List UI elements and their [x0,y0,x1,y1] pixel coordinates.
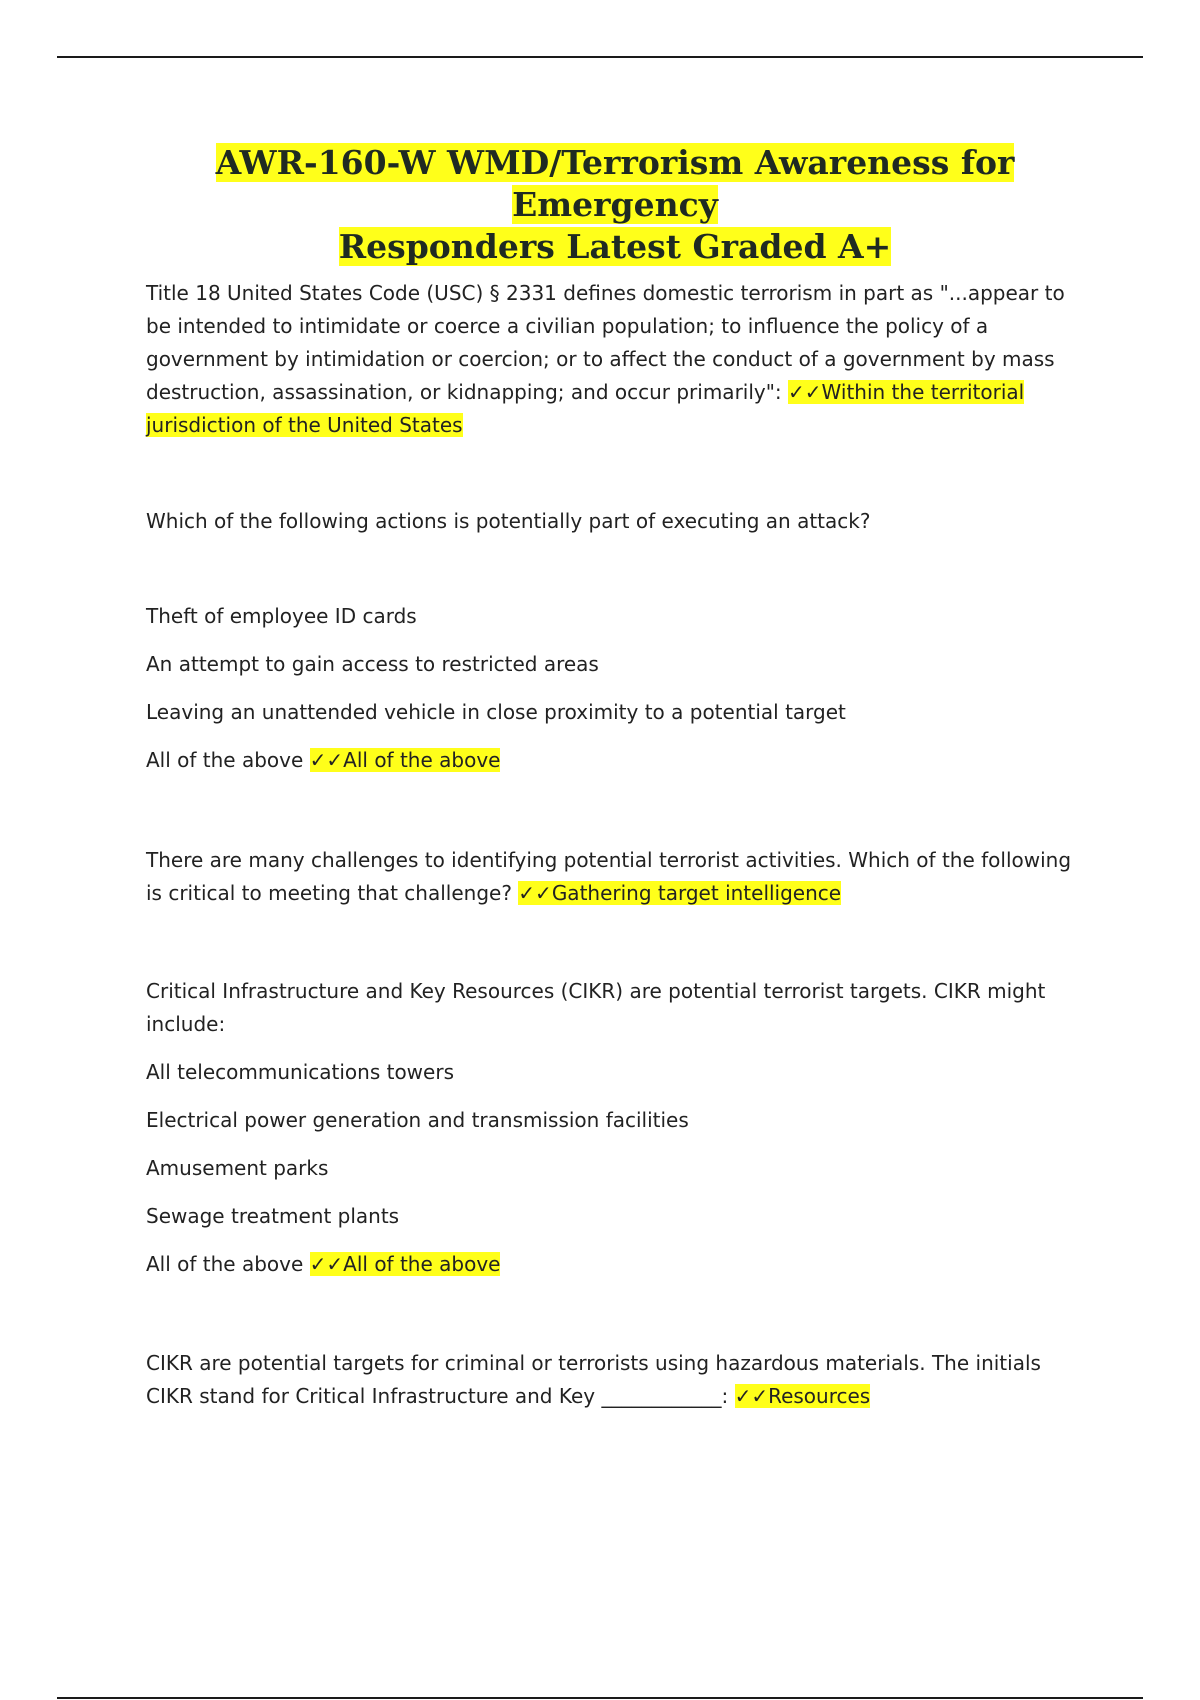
question-5 [146,1347,1076,1413]
question-5-prompt: CIKR are potential targets for criminal or terrorists using hazardous materials. The initials CIKR stand for Critical Infrastructure and Key ____________: [146,1351,1041,1408]
footer-rule [57,1697,1143,1699]
question-2-text: Which of the following actions is potentially part of executing an attack? [146,509,871,533]
question-4 [146,975,1076,1041]
option-answer-line [146,1248,1076,1281]
question-3-text [146,844,1076,910]
question-3-prompt: There are many challenges to identifying potential terrorist activities. Which of the following is critical to meeting that challenge? [146,848,1072,905]
document-title [150,142,1080,268]
question-3-answer: ✓✓Gathering target intelligence [518,881,842,905]
question-1-text [146,277,1076,442]
header-rule [57,56,1143,58]
question-3 [146,844,1076,910]
option-item: Amusement parks [146,1156,329,1180]
title-line-1: AWR-160-W WMD/Terrorism Awareness for Emergency [215,143,1015,224]
question-5-text [146,1347,1076,1413]
option-answer-line [146,744,1076,777]
option-item: Electrical power generation and transmission facilities [146,1108,689,1132]
option-item: All of the above [146,748,310,772]
question-1 [146,277,1076,442]
question-4-text: Critical Infrastructure and Key Resources (CIKR) are potential terrorist targets. CIKR might include: [146,979,1046,1036]
title-line-2: Responders Latest Graded A+ [338,227,892,266]
option-item: All telecommunications towers [146,1060,454,1084]
question-1-answer: ✓✓Within the territorial jurisdiction of the United States [146,380,1025,437]
question-1-prompt: Title 18 United States Code (USC) § 2331 defines domestic terrorism in part as "...appear to be intended to intimidate or coerce a civilian population; to influence the policy of a government by intimidation or coercion; or to affect the conduct of a government by mass destruction, assassination, or kidnapping; and occur primarily": [146,281,1065,404]
question-2 [146,505,1076,538]
question-4-options [146,1056,1076,1281]
question-2-options [146,600,1076,777]
option-item: An attempt to gain access to restricted areas [146,652,599,676]
question-5-answer: ✓✓Resources [734,1384,871,1408]
option-item: All of the above [146,1252,310,1276]
option-item: Leaving an unattended vehicle in close proximity to a potential target [146,700,846,724]
question-4-answer: ✓✓All of the above [309,1252,501,1276]
option-item: Sewage treatment plants [146,1204,400,1228]
option-item: Theft of employee ID cards [146,604,417,628]
question-2-answer: ✓✓All of the above [309,748,501,772]
